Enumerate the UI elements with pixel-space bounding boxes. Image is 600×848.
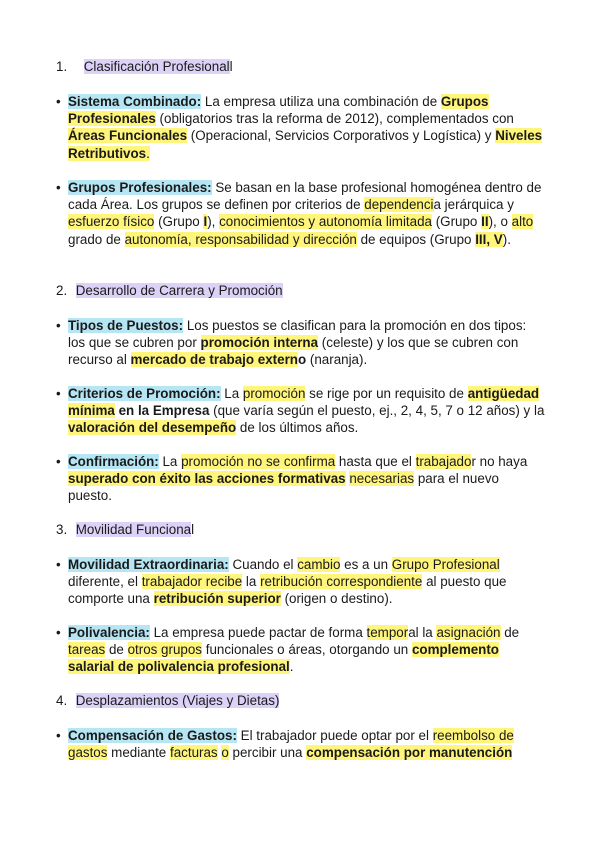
text-run: funcionales o áreas, otorgando un (202, 642, 412, 658)
highlight: conocimientos y autonomía limitada (219, 214, 432, 230)
highlight-bold: Áreas Funcionales (68, 128, 188, 144)
highlight: esfuerzo físico (68, 214, 155, 230)
list-item-text (68, 727, 546, 761)
list-item (56, 624, 546, 676)
highlight: promoción (242, 386, 306, 401)
text-run: (Grupo (431, 214, 482, 230)
term-label: Criterios de Promoción: (68, 386, 221, 401)
text-run: Se basan en la base profesional homogénea dentro de cada Área. Los grupos se definen por criterios de (68, 180, 542, 213)
highlight-bold: I (203, 214, 208, 230)
list-item-text (68, 624, 546, 676)
section-number: 1. (56, 59, 68, 74)
highlight: necesarias (349, 471, 415, 487)
highlight-bold: III, V (475, 231, 503, 247)
text-run: diferente, el (68, 574, 142, 590)
text-run: de (105, 642, 128, 658)
highlight: o (221, 745, 229, 761)
highlight: Grupo Profesional (391, 557, 500, 572)
text-run: . (289, 659, 294, 675)
bullet-marker: • (56, 94, 61, 109)
section-heading-3 (56, 521, 546, 538)
text-run: ), o (488, 214, 512, 230)
highlight: alto (511, 214, 534, 230)
term-label: Polivalencia: (68, 625, 150, 640)
highlight-bold: II (481, 214, 489, 230)
list-item-text (68, 93, 546, 162)
text-run: r no haya (471, 454, 528, 469)
highlight-bold: Niveles Retributivos (68, 128, 543, 161)
list-item-text (68, 317, 546, 369)
text-run: (naranja). (306, 352, 368, 368)
highlight: trabajado (415, 454, 472, 469)
section-heading-1 (56, 58, 546, 75)
text-run: grado de (68, 231, 125, 247)
text-run: La empresa utiliza una combinación de (201, 94, 441, 109)
text-run: La empresa puede pactar de forma (149, 625, 367, 640)
list-item-text (68, 453, 546, 505)
bullet-marker: • (56, 557, 61, 572)
section-heading-2 (56, 282, 546, 299)
text-run: (obligatorios tras la reforma de 2012), complementados con (155, 111, 514, 127)
bullet-marker: • (56, 180, 61, 195)
bullet-marker: • (56, 625, 61, 640)
text-run: (Grupo (154, 214, 204, 230)
highlight: dependenci (364, 197, 434, 213)
list-item (56, 556, 546, 608)
term-label: Compensación de Gastos: (68, 728, 237, 743)
highlight: promoción no se confirma (181, 454, 336, 469)
highlight-bold: superado con éxito las acciones formativas (68, 471, 346, 487)
text-run: para el nuevo puesto. (68, 471, 499, 504)
highlight: asignación (436, 625, 501, 640)
text-run: La (158, 454, 182, 469)
highlight: autonomía, responsabilidad y dirección (124, 231, 357, 247)
text-run: es a un (340, 557, 392, 572)
list-item-text (68, 556, 546, 608)
list-item (56, 385, 546, 437)
highlight: facturas (169, 745, 218, 761)
highlight: tempor (366, 625, 409, 640)
text-run: la (242, 574, 261, 590)
text-run: Los puestos se clasifican para la promoción en dos tipos: los que se cubren por (68, 318, 527, 351)
bullet-marker: • (56, 454, 61, 469)
section-heading-4 (56, 692, 546, 709)
highlight: cambio (297, 557, 341, 572)
section-number: 4. (56, 693, 68, 708)
bullet-marker: • (56, 318, 61, 333)
highlight: tareas (68, 642, 106, 658)
text-run: de equipos (Grupo (356, 231, 476, 247)
list-item-text (68, 385, 546, 437)
text-run: (que varía según el puesto, ej., 2, 4, 5, 7 o 12 años) y la (209, 403, 545, 419)
section-number: 2. (56, 283, 68, 298)
list-item (56, 93, 546, 162)
text-run: Cuando el (228, 557, 298, 572)
section-title-tail: l (191, 522, 195, 537)
highlight-bold: antigüedad mínima (68, 386, 540, 419)
section-title: Clasificación Profesional (83, 59, 230, 74)
highlight: otros grupos (127, 642, 202, 658)
list-item (56, 179, 546, 248)
text-run: de (500, 625, 520, 640)
text-run: se rige por un requisito de (305, 386, 468, 401)
text-run: ), (207, 214, 220, 230)
section-title: Desarrollo de Carrera y Promoción (75, 283, 283, 298)
text-bold: o (297, 352, 307, 368)
list-item (56, 453, 546, 505)
section-number: 3. (56, 522, 68, 537)
text-run: (Operacional, Servicios Corporativos y Logística) y (187, 128, 496, 144)
highlight-bold: promoción interna (200, 335, 319, 351)
text-run: al la (408, 625, 437, 640)
list-item (56, 727, 546, 761)
highlight: retribución correspondiente (260, 574, 423, 590)
text-run: al puesto que comporte una (68, 574, 507, 607)
highlight-bold: valoración del desempeño (68, 420, 237, 436)
text-run: percibir una (228, 745, 307, 761)
text-run: mediante (107, 745, 170, 761)
text-run: hasta que el (335, 454, 416, 469)
list-item (56, 317, 546, 369)
highlight: . (146, 145, 150, 161)
bullet-marker: • (56, 386, 61, 401)
list-item-text (68, 179, 546, 248)
text-run: (origen o destino). (280, 591, 393, 607)
highlight-bold: mercado de trabajo extern (130, 352, 298, 368)
highlight-bold: complemento salarial de polivalencia profesional (68, 642, 499, 675)
section-title: Movilidad Funciona (75, 522, 192, 537)
text-bold: en la Empresa (114, 403, 210, 419)
text-run: a jerárquica y (433, 197, 514, 213)
highlight-bold: Grupos Profesionales (68, 94, 489, 127)
term-label: Confirmación: (68, 454, 159, 469)
highlight-bold: retribución superior (153, 591, 281, 607)
text-run: (celeste) y los que se cubren con recurso al (68, 335, 519, 368)
section-title: Desplazamientos (Viajes y Dietas) (75, 693, 280, 708)
text-run: La (220, 386, 243, 401)
text-run: ). (502, 231, 511, 247)
term-label: Sistema Combinado: (68, 94, 202, 109)
text-run: de los últimos años. (236, 420, 359, 436)
text-run: El trabajador puede optar por el (236, 728, 433, 743)
highlight: trabajador recibe (141, 574, 243, 590)
section-title-tail: l (229, 59, 233, 74)
highlight: reembolso de gastos (68, 728, 514, 761)
term-label: Movilidad Extraordinaria: (68, 557, 229, 572)
highlight-bold: compensación por manutención (306, 745, 513, 761)
bullet-marker: • (56, 728, 61, 743)
term-label: Grupos Profesionales: (68, 180, 212, 195)
term-label: Tipos de Puestos: (68, 318, 184, 333)
